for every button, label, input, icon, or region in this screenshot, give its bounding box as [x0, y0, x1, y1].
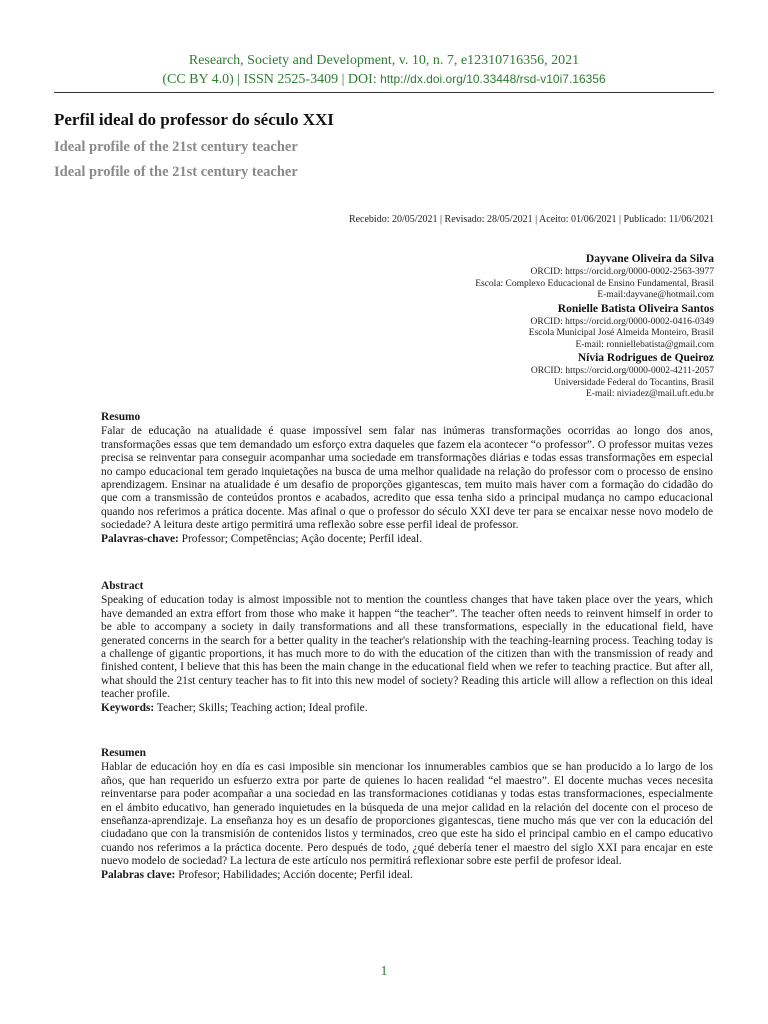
section-body: Hablar de educación hoy en día es casi imposible sin mencionar los innumerables cambios que se han producido a lo largo de los años, que han requerido un esfuerzo extra por parte de quienes lo hacen realidad “el maestro”. El docente muchas veces necesita reinventarse para poder acompañar a una sociedad en las transformaciones cotidianas y todas estas transformaciones, especialmente en el ámbito educativo, han generado inquietudes en la búsqueda de una mejor calidad en la relación del docente con el proceso de enseñanza-aprendizaje. La enseñanza hoy es un desafío de proporciones gigantescas, tiene mucho más que ver con la educación del ciudadano que con la transmisión de contenidos listos y terminados, creo que este ha sido el principal cambio en el campo educativo cuando nos referimos a la práctica docente. Pero después de todo, ¿qué debería tener el maestro del siglo XXI para encajar en este nuevo modelo de sociedad? La lectura de este artículo nos permitirá reflexionar sobre este perfil de profesor ideal. [101, 761, 713, 868]
keywords-line [101, 702, 713, 715]
keywords-line [101, 869, 713, 882]
keywords-label: Palavras-chave: [101, 532, 179, 545]
journal-citation-line: Research, Society and Development, v. 10, n. 7, e12310716356, 2021 [188, 53, 580, 68]
author-affiliation: Escola: Complexo Educacional de Ensino Fundamental, Brasil [475, 278, 714, 289]
article-title: Perfil ideal do professor do século XXI [54, 110, 334, 129]
author-affiliation: Escola Municipal José Almeida Monteiro, Brasil [528, 328, 714, 338]
article-subtitle-spanish: Ideal profile of the 21st century teacher [54, 164, 298, 180]
author-affiliation: Universidade Federal do Tocantins, Brasil [554, 377, 714, 388]
author-entry [114, 252, 714, 302]
section-body: Speaking of education today is almost impossible not to mention the countless changes that have taken place over the years, which have demanded an extra effort from those who make it happen “the teacher”. The teacher often needs to reinvent himself in order to be able to accompany a society in daily transformations and all these transformations, especially in the educational field, have generated concerns in the search for a better quality in the teacher's relationship with the teaching-learning process. Teaching today is a challenge of gigantic proportions, it has much more to do with the education of the citizen than with the transmission of ready and finished content, I believe that this has been the main change in the educational field when we refer to teaching practice. But after all, what should the 21st century teacher has to fit into this new model of society? Reading this article will allow a reflection on this ideal teacher profile. [101, 594, 713, 701]
header-divider [54, 92, 714, 93]
author-email[interactable]: E-mail:dayvane@hotmail.com [597, 290, 714, 300]
doi-link[interactable]: http://dx.doi.org/10.33448/rsd-v10i7.16356 [380, 72, 606, 86]
keywords-label: Keywords: [101, 701, 155, 714]
keywords-label: Palabras clave: [101, 868, 176, 881]
keywords-line [101, 533, 713, 546]
author-block [114, 252, 714, 401]
author-name: Dayvane Oliveira da Silva [585, 253, 714, 265]
keywords-list: Professor; Competências; Ação docente; Perfil ideal. [178, 532, 423, 545]
abstract-section [101, 580, 713, 715]
author-entry [114, 302, 714, 352]
author-email[interactable]: E-mail: niviadez@mail.uft.edu.br [586, 389, 714, 399]
section-heading: Abstract [101, 580, 144, 592]
author-entry [114, 351, 714, 401]
author-orcid[interactable]: ORCID: https://orcid.org/0000-0002-2563-3977 [530, 267, 714, 277]
section-heading: Resumo [101, 411, 141, 423]
keywords-list: Profesor; Habilidades; Acción docente; Perfil ideal. [175, 868, 413, 881]
license-issn-text: (CC BY 4.0) | ISSN 2525-3409 | DOI: [162, 72, 381, 87]
author-email[interactable]: E-mail: ronniellebatista@gmail.com [575, 339, 714, 350]
author-name: Ronielle Batista Oliveira Santos [557, 302, 714, 315]
journal-header [0, 52, 768, 89]
section-body: Falar de educação na atualidade é quase impossível sem falar nas inúmeras transformações ocorridas ao longo dos anos, transformações essas que tem demandado um esforço extra daqueles que fazem ela acontecer “o professor”. O professor muitas vezes precisa se reinventar para conseguir acompanhar uma sociedade em transformações diárias e todas essas transformações em especial no campo educacional tem gerado inquietações na busca de uma melhor qualidade na relação do professor com o processo de ensino aprendizagem. Ensinar na atualidade é um desafio de proporções gigantescas, tem muito mais haver com a formação do cidadão do que com a transmissão de conteúdos prontos e acabados, acredito que essa tenha sido a principal mudança no campo educacional quando nos referimos a prática docente. Mas afinal o que o professor do século XXI deve ter para se encaixar nesse novo modelo de sociedade? A leitura deste artigo permitirá uma reflexão sobre esse perfil ideal de professor. [101, 425, 713, 532]
article-subtitle-english: Ideal profile of the 21st century teacher [54, 139, 298, 155]
section-heading: Resumen [101, 747, 146, 759]
page-number: 1 [380, 964, 388, 979]
author-orcid[interactable]: ORCID: https://orcid.org/0000-0002-0416-0349 [530, 316, 714, 327]
resumen-section [101, 747, 713, 882]
author-name: Nívia Rodrigues de Queiroz [577, 352, 714, 364]
license-issn-doi-line [0, 70, 768, 89]
author-orcid[interactable]: ORCID: https://orcid.org/0000-0002-4211-2057 [530, 366, 714, 376]
keywords-list: Teacher; Skills; Teaching action; Ideal profile. [154, 701, 368, 714]
resumo-section [101, 411, 713, 546]
submission-dates: Recebido: 20/05/2021 | Revisado: 28/05/2021 | Aceito: 01/06/2021 | Publicado: 11/06/2021 [348, 214, 714, 225]
